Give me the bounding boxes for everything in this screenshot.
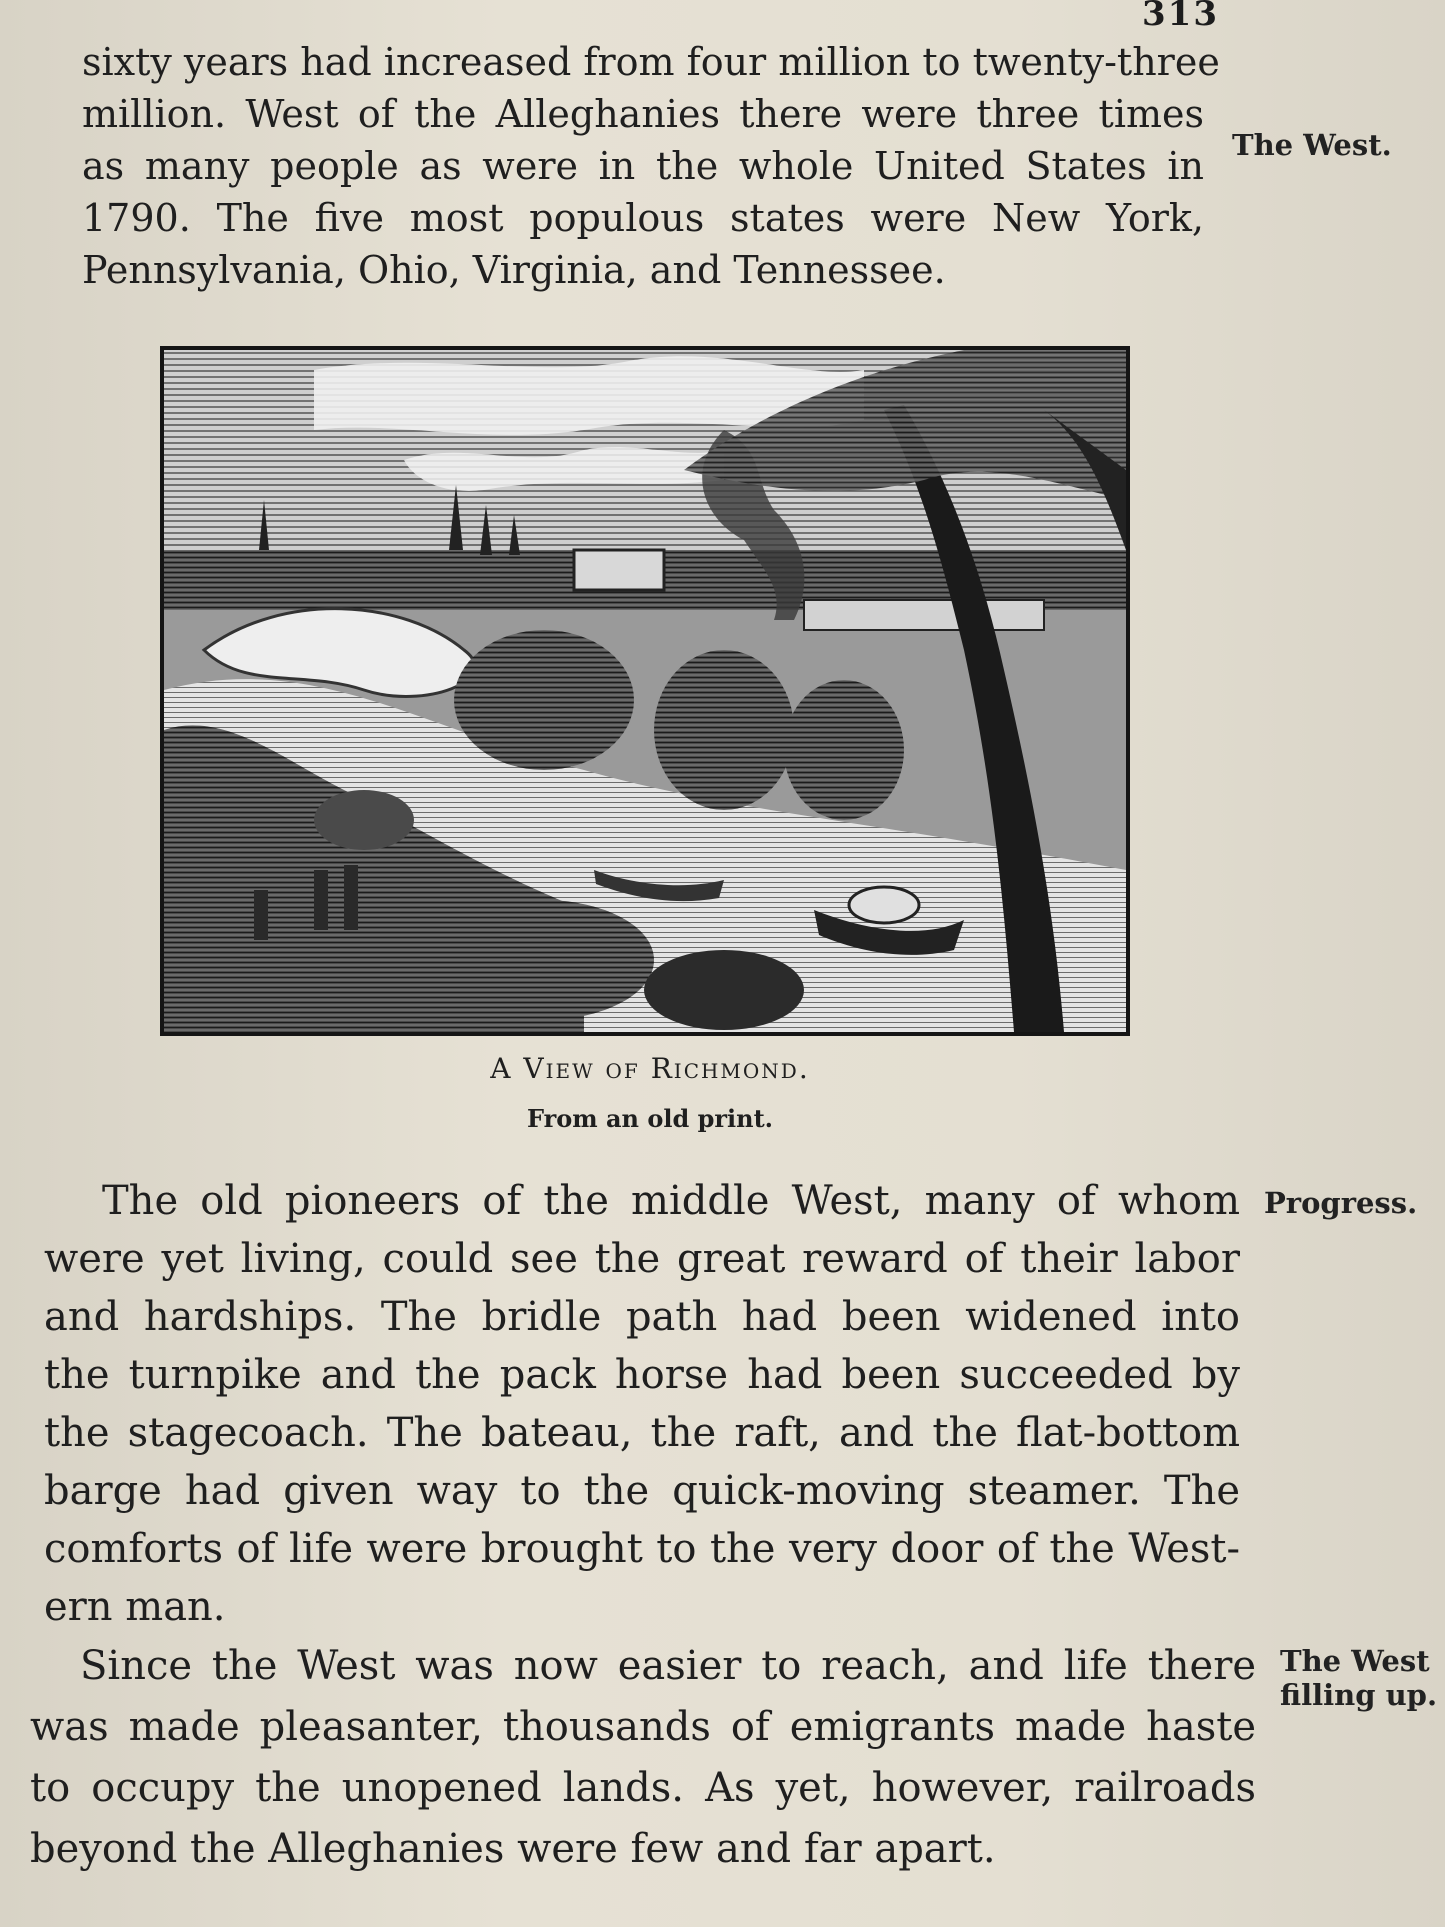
margin-note-line: filling up. <box>1280 1678 1438 1712</box>
margin-note-the-west: The West. <box>1232 128 1392 162</box>
richmond-illustration <box>160 346 1130 1036</box>
text-line: 1790. The five most populous states were New York, <box>82 196 1204 240</box>
text-line: Since the West was now easier to reach, and life there <box>80 1643 1256 1689</box>
text-line: and hardships. The bridle path had been widened into <box>44 1294 1240 1340</box>
text-line: Pennsylvania, Ohio, Virginia, and Tennessee. <box>82 248 946 292</box>
margin-note-west-filling-up <box>1280 1644 1440 1712</box>
text-line: were yet living, could see the great reward of their labor <box>44 1236 1240 1282</box>
text-line: sixty years had increased from four million to twenty-three <box>82 40 1220 84</box>
text-line: beyond the Alleghanies were few and far apart. <box>30 1826 996 1872</box>
text-line: the stagecoach. The bateau, the raft, and the flat-bottom <box>44 1410 1240 1456</box>
page-number: 313 <box>1142 0 1219 34</box>
text-line: as many people as were in the whole United States in <box>82 144 1204 188</box>
text-line: barge had given way to the quick-moving steamer. The <box>44 1468 1240 1514</box>
figure-caption-title: A View of Richmond. <box>490 1052 810 1085</box>
margin-note-line: The West <box>1280 1644 1430 1678</box>
text-line: ern man. <box>44 1584 226 1630</box>
text-line: to occupy the unopened lands. As yet, however, railroads <box>30 1765 1256 1811</box>
text-line: The old pioneers of the middle West, many of whom <box>102 1178 1240 1224</box>
text-line: the turnpike and the pack horse had been succeeded by <box>44 1352 1240 1398</box>
figure-caption-subtitle: From an old print. <box>526 1104 774 1133</box>
paragraph-west-filling-up <box>30 1636 1256 1880</box>
paragraph-progress <box>44 1172 1240 1636</box>
text-line: was made pleasanter, thousands of emigrants made haste <box>30 1704 1256 1750</box>
text-line: million. West of the Alleghanies there were three times <box>82 92 1204 136</box>
paragraph-population <box>82 36 1220 296</box>
text-line: comforts of life were brought to the very door of the West- <box>44 1526 1240 1572</box>
margin-note-progress: Progress. <box>1264 1186 1418 1220</box>
